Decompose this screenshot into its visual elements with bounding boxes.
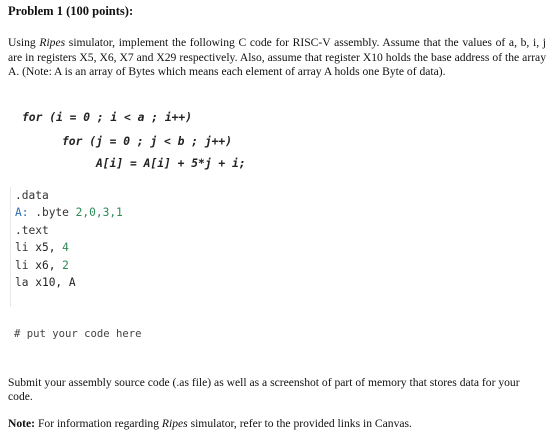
asm-la-op: la	[15, 276, 36, 290]
asm-li-reg-2: x6,	[35, 258, 63, 272]
submit-instructions: Submit your assembly source code (.as file) as well as a screenshot of part of memory that stores data for your code.	[8, 376, 520, 403]
asm-text-directive: .text	[15, 223, 49, 237]
note-text-1: For information regarding	[35, 417, 162, 430]
asm-li-reg-1: x5,	[35, 241, 63, 255]
asm-byte-directive: .byte	[28, 206, 76, 220]
intro-text-2: simulator, implement the following C code for RISC-V assembly. Assume that the values of a, b, i, j are in registers X5, X6, X7 and X29 respectively. Also, assume that register X10 holds the base address of the array A. (Note: A is an array of Bytes which means each element of array A holds one Byte of data).	[8, 36, 546, 78]
ripes-name: Ripes	[39, 36, 66, 49]
asm-byte-values: 2,0,3,1	[75, 206, 123, 220]
note-label: Note:	[8, 417, 36, 430]
asm-li-op-2: li	[15, 258, 36, 272]
c-code-line-2: for (j = 0 ; j < b ; j++)	[62, 135, 233, 148]
asm-li-val-1: 4	[62, 241, 69, 255]
note-text-2: simulator, refer to the provided links in Canvas.	[187, 417, 412, 430]
intro-text-1: Using	[8, 36, 40, 49]
note-ripes-name: Ripes	[161, 417, 188, 430]
asm-la-args: x10, A	[35, 276, 76, 290]
asm-li-val-2: 2	[62, 258, 69, 272]
asm-li-op-1: li	[15, 241, 36, 255]
code-comment: # put your code here	[14, 328, 142, 340]
problem-description	[8, 36, 546, 80]
problem-title: Problem 1 (100 points):	[8, 4, 134, 18]
note-line	[8, 417, 412, 431]
c-code-line-1: for (i = 0 ; i < a ; i++)	[22, 111, 193, 124]
assembly-code-block	[10, 187, 165, 307]
c-code-line-3: A[i] = A[i] + 5*j + i;	[96, 157, 246, 170]
asm-label-a: A:	[15, 206, 29, 220]
asm-data-directive: .data	[15, 189, 49, 202]
